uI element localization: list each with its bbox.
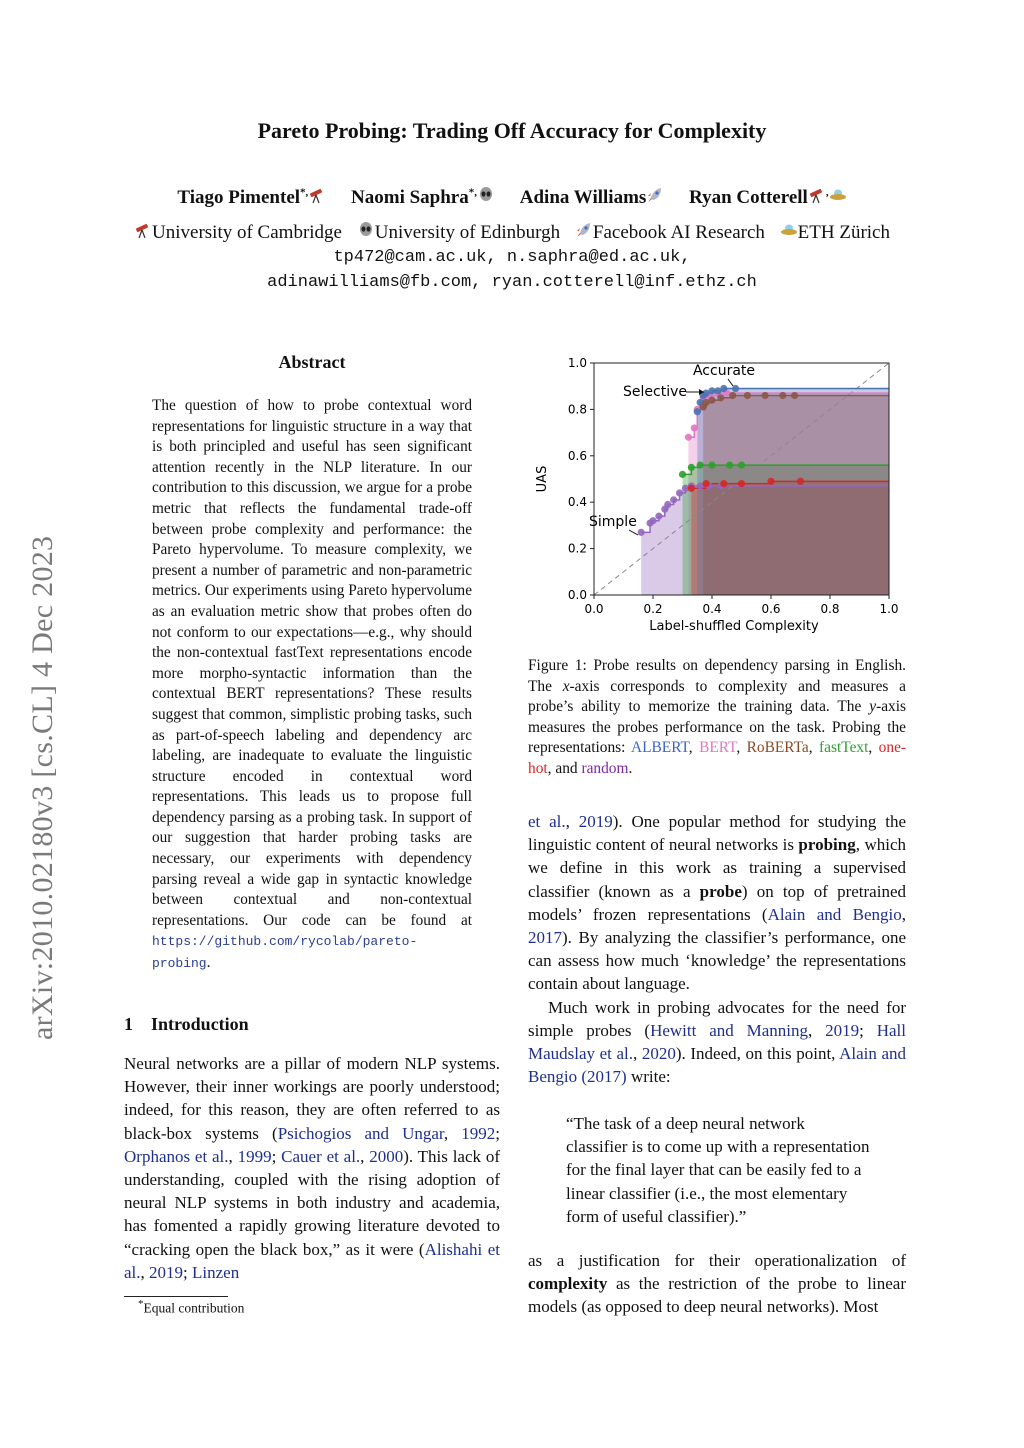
point-roberta — [708, 397, 715, 404]
citation-year[interactable]: 2019 — [149, 1262, 184, 1282]
affiliation-name: University of Cambridge — [152, 222, 342, 243]
arxiv-stamp: arXiv:2010.02180v3 [cs.CL] 4 Dec 2023 — [26, 535, 59, 1040]
citation[interactable]: Alishahi et al. — [124, 1239, 500, 1282]
text: Much work in probing advocates for the need for simple probes ( — [528, 997, 906, 1040]
point-fasttext — [726, 461, 733, 468]
citation[interactable]: Hall Maudslay et al. — [528, 1020, 906, 1064]
text: ; — [183, 1262, 193, 1282]
author-marks: *, — [468, 186, 477, 199]
code-link[interactable]: https://github.com/rycolab/pareto-probing — [152, 934, 418, 972]
abstract-text: The question of how to probe contextual word representations for linguistic structure in a way that is both principled and useful has seen significant attention recently in the NLP literature. In our contribution to this discussion, we argue for a probe metric that reflects the fundamental trade-off between probe complexity and performance: the Pareto hypervolume. To measure complexity, we present a number of parametric and non-parametric metrics. Our experiments using Pareto hypervolume as an evaluation metric show that probes often do not conform to our expectations—e.g., why should the non-contextual fastText representations encode more morpho-syntactic information than the contextual BERT representations? These results suggest that common, simplistic probing tasks, such as part-of-speech labeling and dependency arc labeling, are inadequate to evaluate the linguistic structure encoded in contextual word representations. This leads us to propose full dependency parsing as a probing task. In support of our suggestion that harder probing tasks are necessary, our experiments with dependency parsing reveal a wide gap in syntactic knowledge between contextual and non-contextual representations. Our code can be found at — [152, 397, 472, 929]
text: , — [140, 1262, 150, 1282]
author-2 — [351, 187, 495, 208]
text: , — [736, 739, 747, 757]
text: write: — [626, 1067, 671, 1087]
point-bert — [685, 434, 692, 441]
footnote-text: Equal contribution — [143, 1300, 245, 1316]
x-tick-label: 0.0 — [584, 602, 604, 616]
citation[interactable]: Hewitt and Manning — [650, 1020, 808, 1040]
text: ; — [271, 1146, 282, 1166]
x-tick-label: 0.6 — [761, 602, 781, 616]
author-name: Adina Williams — [519, 187, 647, 208]
citation-year[interactable]: 2019 — [825, 1020, 860, 1040]
y-tick-label: 0.6 — [567, 448, 587, 463]
text: Neural networks are a pillar of modern NLP systems. However, their inner workings are poorly understood; indeed, for this reason, they are often referred to as black-box systems ( — [124, 1054, 500, 1143]
point-one-hot — [767, 478, 774, 485]
citation[interactable]: Alain and Bengio — [767, 904, 902, 924]
frontier-area-roberta — [703, 395, 889, 595]
author-marks: *, — [300, 186, 309, 199]
y-tick-label: 0.0 — [567, 588, 587, 602]
point-random — [655, 513, 662, 520]
bold-term: probe — [699, 881, 742, 901]
annotation-accurate: Accurate — [692, 363, 756, 379]
affiliation-name: ETH Zürich — [797, 222, 890, 243]
legend-albert: ALBERT — [631, 739, 689, 757]
y-tick-label: 0.8 — [567, 402, 587, 417]
rocket-icon — [646, 186, 664, 204]
emails-line-1: tp472@cam.ac.uk, n.saphra@ed.ac.uk, — [333, 248, 691, 267]
point-fasttext — [697, 461, 704, 468]
paragraph — [528, 810, 906, 996]
text: as the restriction of the probe to linear models (as opposed to deep neural networks). Most — [528, 1274, 906, 1317]
math-var: y — [869, 698, 877, 716]
text: , — [868, 739, 879, 757]
point-albert — [732, 385, 739, 392]
section-number: 1 — [124, 1014, 133, 1034]
legend-roberta: RoBERTa — [746, 739, 809, 757]
text: , — [901, 904, 906, 924]
ufo-icon — [780, 221, 798, 239]
telescope-icon — [134, 221, 152, 239]
citation-year[interactable]: 2020 — [641, 1044, 676, 1064]
section-title: Introduction — [151, 1014, 249, 1034]
right-column-text-continued — [528, 1249, 906, 1319]
y-tick-label: 0.2 — [567, 541, 587, 556]
footnote — [138, 1298, 244, 1317]
x-tick-label: 0.8 — [820, 602, 840, 616]
text: , — [633, 1044, 642, 1064]
citation-year[interactable]: 1992 — [461, 1123, 496, 1143]
affiliation-2 — [357, 222, 560, 243]
citation[interactable]: Psichogios and Ungar — [277, 1123, 444, 1143]
point-roberta — [779, 392, 786, 399]
y-axis-ticks — [568, 356, 594, 602]
point-albert — [694, 408, 701, 415]
point-one-hot — [688, 485, 695, 492]
pareto-chart — [528, 352, 908, 642]
author-1 — [177, 187, 326, 208]
point-albert — [720, 385, 727, 392]
point-roberta — [762, 392, 769, 399]
point-fasttext — [679, 471, 686, 478]
point-one-hot — [738, 480, 745, 487]
text: Figure 1: Probe results on dependency parsing in English. The — [528, 657, 906, 695]
y-tick-label: 0.4 — [567, 495, 587, 510]
x-tick-label: 0.2 — [643, 602, 663, 616]
abstract-end: . — [206, 954, 211, 972]
paragraph — [528, 996, 906, 1089]
text: ) on top of pretrained models’ frozen representations ( — [528, 881, 906, 924]
bold-term: probing — [798, 835, 856, 855]
text: , — [360, 1146, 370, 1166]
y-axis-label: UAS — [535, 465, 550, 493]
footnote-mark: * — [138, 1298, 144, 1310]
x-axis-label: Label-shuffled Complexity — [649, 619, 819, 634]
citation[interactable]: Cauer et al. — [281, 1146, 361, 1166]
paper-title: Pareto Probing: Trading Off Accuracy for Complexity — [257, 118, 767, 143]
citation[interactable]: Alain and Bengio — [528, 1044, 906, 1087]
x-axis-ticks — [584, 595, 898, 616]
alien-icon — [357, 221, 375, 239]
author-name: Ryan Cotterell — [689, 187, 808, 208]
x-tick-label: 1.0 — [879, 602, 899, 616]
math-var: x — [562, 677, 570, 695]
abstract-body — [152, 396, 472, 975]
text: , — [565, 812, 579, 831]
affiliation-3 — [575, 222, 765, 243]
point-random — [676, 489, 683, 496]
legend-random: random — [581, 759, 629, 777]
legend-bert: BERT — [699, 739, 737, 757]
text: -axis measures the probes performance on the task. Probing the representations: — [528, 698, 906, 757]
x-tick-label: 0.4 — [702, 602, 722, 616]
bold-term: complexity — [528, 1274, 608, 1294]
text: ). One popular method for studying the linguistic content of neural networks is — [528, 812, 907, 855]
figure-caption — [528, 656, 906, 780]
block-quote: “The task of a deep neural network classifier is to come up with a representation for the final layer that can be easily fed to a linear classifier (i.e., the most elementary form of useful classifier).” — [566, 1114, 870, 1226]
author-name: Tiago Pimentel — [177, 187, 301, 208]
text: , — [808, 1020, 826, 1040]
citation[interactable]: Orphanos et al. — [124, 1146, 229, 1166]
point-random — [649, 517, 656, 524]
citation-year[interactable]: 2000 — [369, 1146, 404, 1166]
point-one-hot — [797, 478, 804, 485]
author-marks: , — [825, 186, 829, 199]
point-random — [638, 529, 645, 536]
text: ). Indeed, on this point, — [675, 1044, 840, 1064]
text: , and — [547, 759, 582, 777]
author-list — [0, 186, 1024, 209]
point-fasttext — [688, 464, 695, 471]
point-roberta — [791, 392, 798, 399]
citation[interactable]: et al. — [528, 812, 566, 831]
text: ; — [495, 1123, 501, 1143]
telescope-icon — [808, 186, 826, 204]
ufo-icon — [829, 186, 847, 204]
point-roberta — [744, 392, 751, 399]
annotation-simple: Simple — [589, 514, 637, 530]
intro-paragraph — [124, 1052, 500, 1284]
y-tick-label: 1.0 — [567, 356, 587, 370]
text: -axis corresponds to complexity and measures a probe’s ability to memorize the training data. The — [528, 677, 906, 716]
point-random — [670, 496, 677, 503]
annotation-selective: Selective — [623, 384, 687, 400]
text: , — [808, 739, 820, 757]
citation-year[interactable]: 2019 — [578, 812, 613, 831]
text: , — [688, 739, 700, 757]
point-one-hot — [703, 480, 710, 487]
citation-year[interactable]: (2017) — [581, 1067, 627, 1087]
point-random — [664, 501, 671, 508]
text: , — [228, 1146, 238, 1166]
citation-year[interactable]: 1999 — [237, 1146, 272, 1166]
simple-arrow — [629, 530, 638, 535]
citation-year[interactable]: 2017 — [528, 928, 562, 948]
legend-fasttext: fastText — [819, 739, 869, 757]
right-column-text — [528, 810, 906, 1088]
point-bert — [691, 424, 698, 431]
text: ). By analyzing the classifier’s performance, one can assess how much ‘knowledge’ the representations contain about language. — [528, 928, 906, 994]
rocket-icon — [575, 221, 593, 239]
abstract-heading: Abstract — [278, 352, 346, 372]
author-3 — [520, 187, 665, 208]
text: , which we define in this work as training a supervised classifier (known as a — [528, 835, 906, 901]
legend-onehot: one-hot — [528, 739, 907, 777]
point-roberta — [729, 392, 736, 399]
citation[interactable]: Linzen — [192, 1262, 240, 1282]
text: , — [443, 1123, 462, 1143]
footnote-rule — [124, 1296, 228, 1297]
alien-icon — [477, 186, 495, 204]
point-fasttext — [708, 461, 715, 468]
point-roberta — [717, 394, 724, 401]
text: ). This lack of understanding, coupled with the rising adoption of neural NLP systems in both industry and academia, has fomented a rapidly growing literature devoted to “cracking open the black box,” as it were ( — [124, 1146, 501, 1259]
author-name: Naomi Saphra — [351, 187, 469, 208]
text: . — [628, 759, 633, 777]
point-fasttext — [738, 461, 745, 468]
affiliation-1 — [134, 222, 342, 243]
accurate-arrow — [728, 379, 733, 386]
emails-line-2: adinawilliams@fb.com, ryan.cotterell@inf.ethz.ch — [267, 273, 757, 292]
author-4 — [689, 187, 847, 208]
point-one-hot — [720, 480, 727, 487]
text: as a justification for their operationalization of — [528, 1251, 906, 1270]
affiliation-list — [0, 221, 1024, 244]
affiliation-4 — [780, 222, 890, 243]
section-heading — [124, 1014, 504, 1035]
affiliation-name: University of Edinburgh — [374, 222, 561, 243]
affiliation-name: Facebook AI Research — [592, 222, 765, 243]
text: ; — [859, 1020, 877, 1040]
telescope-icon — [308, 186, 326, 204]
